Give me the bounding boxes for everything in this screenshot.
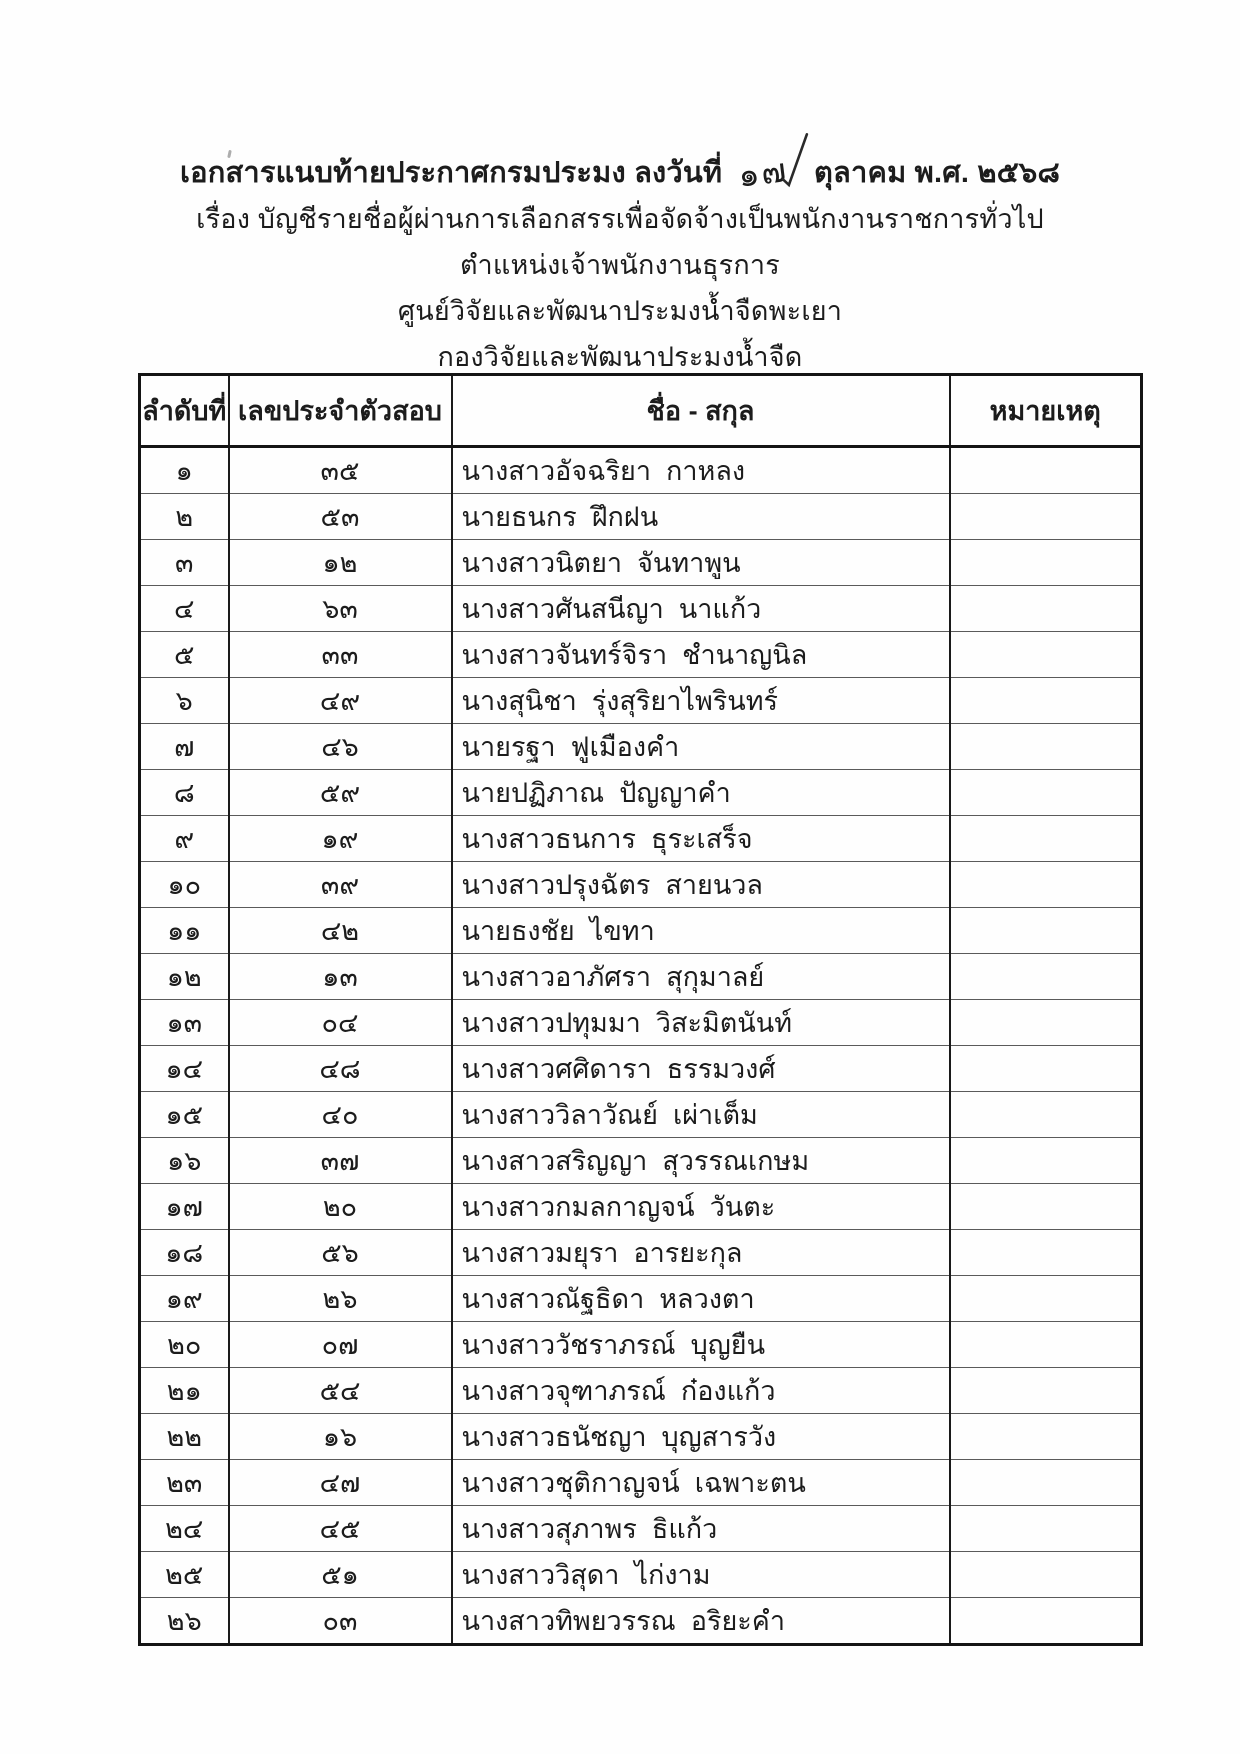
- cell-full-name: นางสาววิสุดา ไก่งาม: [452, 1552, 950, 1598]
- cell-full-name: นางสาวกมลกาญจน์ วันตะ: [452, 1184, 950, 1230]
- cell-full-name: นายธนกร ฝึกฝน: [452, 494, 950, 540]
- cell-exam-id: ๔๒: [229, 908, 452, 954]
- cell-order-number: ๒๑: [140, 1368, 229, 1414]
- cell-note: [950, 1230, 1142, 1276]
- cell-note: [950, 816, 1142, 862]
- cell-exam-id: ๔๙: [229, 678, 452, 724]
- cell-note: [950, 862, 1142, 908]
- cell-full-name: นางสุนิชา รุ่งสุริยาไพรินทร์: [452, 678, 950, 724]
- title-prefix: เอกสารแนบท้ายประกาศกรมประมง ลงวันที่: [179, 157, 723, 189]
- cell-order-number: ๑๐: [140, 862, 229, 908]
- cell-note: [950, 1414, 1142, 1460]
- cell-full-name: นางสาวสุภาพร ธิแก้ว: [452, 1506, 950, 1552]
- cell-exam-id: ๓๙: [229, 862, 452, 908]
- cell-exam-id: ๓๗: [229, 1138, 452, 1184]
- document-header: [0, 148, 1240, 380]
- cell-exam-id: ๒๖: [229, 1276, 452, 1322]
- table-row: [140, 1000, 1142, 1046]
- cell-order-number: ๑๙: [140, 1276, 229, 1322]
- cell-full-name: นางสาวชุติกาญจน์ เฉพาะตน: [452, 1460, 950, 1506]
- table-row: [140, 678, 1142, 724]
- cell-order-number: ๑๓: [140, 1000, 229, 1046]
- cell-order-number: ๙: [140, 816, 229, 862]
- cell-full-name: นางสาวธนัชญา บุญสารวัง: [452, 1414, 950, 1460]
- title-suffix: ตุลาคม พ.ศ. ๒๕๖๘: [814, 157, 1061, 189]
- cell-exam-id: ๕๓: [229, 494, 452, 540]
- cell-full-name: นายรฐา ฟูเมืองคำ: [452, 724, 950, 770]
- cell-note: [950, 1138, 1142, 1184]
- cell-exam-id: ๐๔: [229, 1000, 452, 1046]
- header-note: หมายเหตุ: [950, 375, 1142, 447]
- handwritten-day-number: ๑๗: [736, 147, 791, 199]
- cell-note: [950, 770, 1142, 816]
- subject-line: เรื่อง บัญชีรายชื่อผู้ผ่านการเลือกสรรเพื่อจัดจ้างเป็นพนักงานราชการทั่วไป: [196, 204, 1044, 234]
- cell-order-number: ๒๔: [140, 1506, 229, 1552]
- table-row: [140, 816, 1142, 862]
- cell-full-name: นางสาววิลาวัณย์ เผ่าเต็ม: [452, 1092, 950, 1138]
- handwritten-check-stroke: [776, 130, 817, 190]
- table-row: [140, 586, 1142, 632]
- cell-exam-id: ๑๙: [229, 816, 452, 862]
- cell-order-number: ๑๔: [140, 1046, 229, 1092]
- cell-note: [950, 1598, 1142, 1645]
- table-row: [140, 1460, 1142, 1506]
- cell-exam-id: ๓๓: [229, 632, 452, 678]
- cell-note: [950, 447, 1142, 494]
- table-row: [140, 1506, 1142, 1552]
- cell-exam-id: ๐๓: [229, 1598, 452, 1645]
- cell-order-number: ๓: [140, 540, 229, 586]
- cell-note: [950, 1368, 1142, 1414]
- results-table-body: [140, 447, 1142, 1645]
- table-row: [140, 1138, 1142, 1184]
- cell-exam-id: ๑๒: [229, 540, 452, 586]
- cell-exam-id: ๖๓: [229, 586, 452, 632]
- cell-note: [950, 678, 1142, 724]
- cell-exam-id: ๔๖: [229, 724, 452, 770]
- cell-full-name: นางสาวอาภัศรา สุกุมาลย์: [452, 954, 950, 1000]
- cell-order-number: ๘: [140, 770, 229, 816]
- cell-order-number: ๑๘: [140, 1230, 229, 1276]
- cell-full-name: นางสาววัชราภรณ์ บุญยืน: [452, 1322, 950, 1368]
- cell-note: [950, 1322, 1142, 1368]
- table-row: [140, 1230, 1142, 1276]
- cell-order-number: ๑๕: [140, 1092, 229, 1138]
- cell-note: [950, 632, 1142, 678]
- table-row: [140, 1322, 1142, 1368]
- cell-order-number: ๑๑: [140, 908, 229, 954]
- table-row: [140, 1092, 1142, 1138]
- cell-order-number: ๑๗: [140, 1184, 229, 1230]
- title-line: [0, 148, 1240, 196]
- results-table: [138, 373, 1143, 1646]
- cell-exam-id: ๕๑: [229, 1552, 452, 1598]
- cell-full-name: นางสาวธนการ ธุระเสร็จ: [452, 816, 950, 862]
- table-row: [140, 494, 1142, 540]
- table-row: [140, 1552, 1142, 1598]
- cell-exam-id: ๒๐: [229, 1184, 452, 1230]
- cell-exam-id: ๕๖: [229, 1230, 452, 1276]
- cell-order-number: ๑: [140, 447, 229, 494]
- table-row: [140, 954, 1142, 1000]
- cell-note: [950, 540, 1142, 586]
- cell-note: [950, 908, 1142, 954]
- cell-note: [950, 494, 1142, 540]
- table-row: [140, 540, 1142, 586]
- table-row: [140, 862, 1142, 908]
- cell-exam-id: ๑๖: [229, 1414, 452, 1460]
- cell-exam-id: ๐๗: [229, 1322, 452, 1368]
- table-row: [140, 1598, 1142, 1645]
- cell-note: [950, 1000, 1142, 1046]
- cell-note: [950, 954, 1142, 1000]
- results-table-header: [140, 375, 1142, 447]
- table-row: [140, 1184, 1142, 1230]
- cell-full-name: นางสาวนิตยา จันทาพูน: [452, 540, 950, 586]
- table-row: [140, 724, 1142, 770]
- cell-exam-id: ๔๘: [229, 1046, 452, 1092]
- cell-order-number: ๗: [140, 724, 229, 770]
- cell-full-name: นางสาวอัจฉริยา กาหลง: [452, 447, 950, 494]
- cell-exam-id: ๑๓: [229, 954, 452, 1000]
- cell-order-number: ๒๓: [140, 1460, 229, 1506]
- cell-order-number: ๒๐: [140, 1322, 229, 1368]
- cell-full-name: นางสาวมยุรา อารยะกุล: [452, 1230, 950, 1276]
- table-row: [140, 1276, 1142, 1322]
- cell-order-number: ๒๕: [140, 1552, 229, 1598]
- cell-order-number: ๖: [140, 678, 229, 724]
- cell-full-name: นายปฏิภาณ ปัญญาคำ: [452, 770, 950, 816]
- table-row: [140, 1414, 1142, 1460]
- cell-exam-id: ๕๙: [229, 770, 452, 816]
- cell-note: [950, 1552, 1142, 1598]
- cell-note: [950, 586, 1142, 632]
- cell-full-name: นางสาวปรุงฉัตร สายนวล: [452, 862, 950, 908]
- cell-full-name: นางสาวทิพยวรรณ อริยะคำ: [452, 1598, 950, 1645]
- header-exam-id: เลขประจำตัวสอบ: [229, 375, 452, 447]
- table-row: [140, 447, 1142, 494]
- cell-note: [950, 724, 1142, 770]
- cell-full-name: นางสาวจุฑาภรณ์ ก๋องแก้ว: [452, 1368, 950, 1414]
- cell-full-name: นางสาวสริญญา สุวรรณเกษม: [452, 1138, 950, 1184]
- table-row: [140, 770, 1142, 816]
- cell-note: [950, 1092, 1142, 1138]
- cell-full-name: นางสาวปทุมมา วิสะมิตนันท์: [452, 1000, 950, 1046]
- header-no: ลำดับที่: [140, 375, 229, 447]
- cell-order-number: ๑๖: [140, 1138, 229, 1184]
- cell-order-number: ๕: [140, 632, 229, 678]
- position-line: ตำแหน่งเจ้าพนักงานธุรการ: [460, 250, 780, 280]
- cell-note: [950, 1046, 1142, 1092]
- cell-note: [950, 1184, 1142, 1230]
- cell-note: [950, 1460, 1142, 1506]
- cell-full-name: นางสาวศันสนีญา นาแก้ว: [452, 586, 950, 632]
- header-name: ชื่อ - สกุล: [452, 375, 950, 447]
- table-row: [140, 632, 1142, 678]
- cell-order-number: ๒๒: [140, 1414, 229, 1460]
- cell-order-number: ๒: [140, 494, 229, 540]
- cell-full-name: นายธงชัย ไขทา: [452, 908, 950, 954]
- cell-full-name: นางสาวศศิดารา ธรรมวงศ์: [452, 1046, 950, 1092]
- cell-exam-id: ๕๔: [229, 1368, 452, 1414]
- cell-full-name: นางสาวณัฐธิดา หลวงตา: [452, 1276, 950, 1322]
- cell-order-number: ๔: [140, 586, 229, 632]
- cell-note: [950, 1276, 1142, 1322]
- cell-order-number: ๒๖: [140, 1598, 229, 1645]
- cell-exam-id: ๔๕: [229, 1506, 452, 1552]
- table-row: [140, 908, 1142, 954]
- cell-exam-id: ๔๐: [229, 1092, 452, 1138]
- cell-order-number: ๑๒: [140, 954, 229, 1000]
- table-row: [140, 1368, 1142, 1414]
- table-row: [140, 1046, 1142, 1092]
- division-line: กองวิจัยและพัฒนาประมงน้ำจืด: [437, 342, 803, 372]
- center-line: ศูนย์วิจัยและพัฒนาประมงน้ำจืดพะเยา: [397, 296, 843, 326]
- cell-note: [950, 1506, 1142, 1552]
- cell-exam-id: ๓๕: [229, 447, 452, 494]
- cell-exam-id: ๔๗: [229, 1460, 452, 1506]
- cell-full-name: นางสาวจันทร์จิรา ชำนาญนิล: [452, 632, 950, 678]
